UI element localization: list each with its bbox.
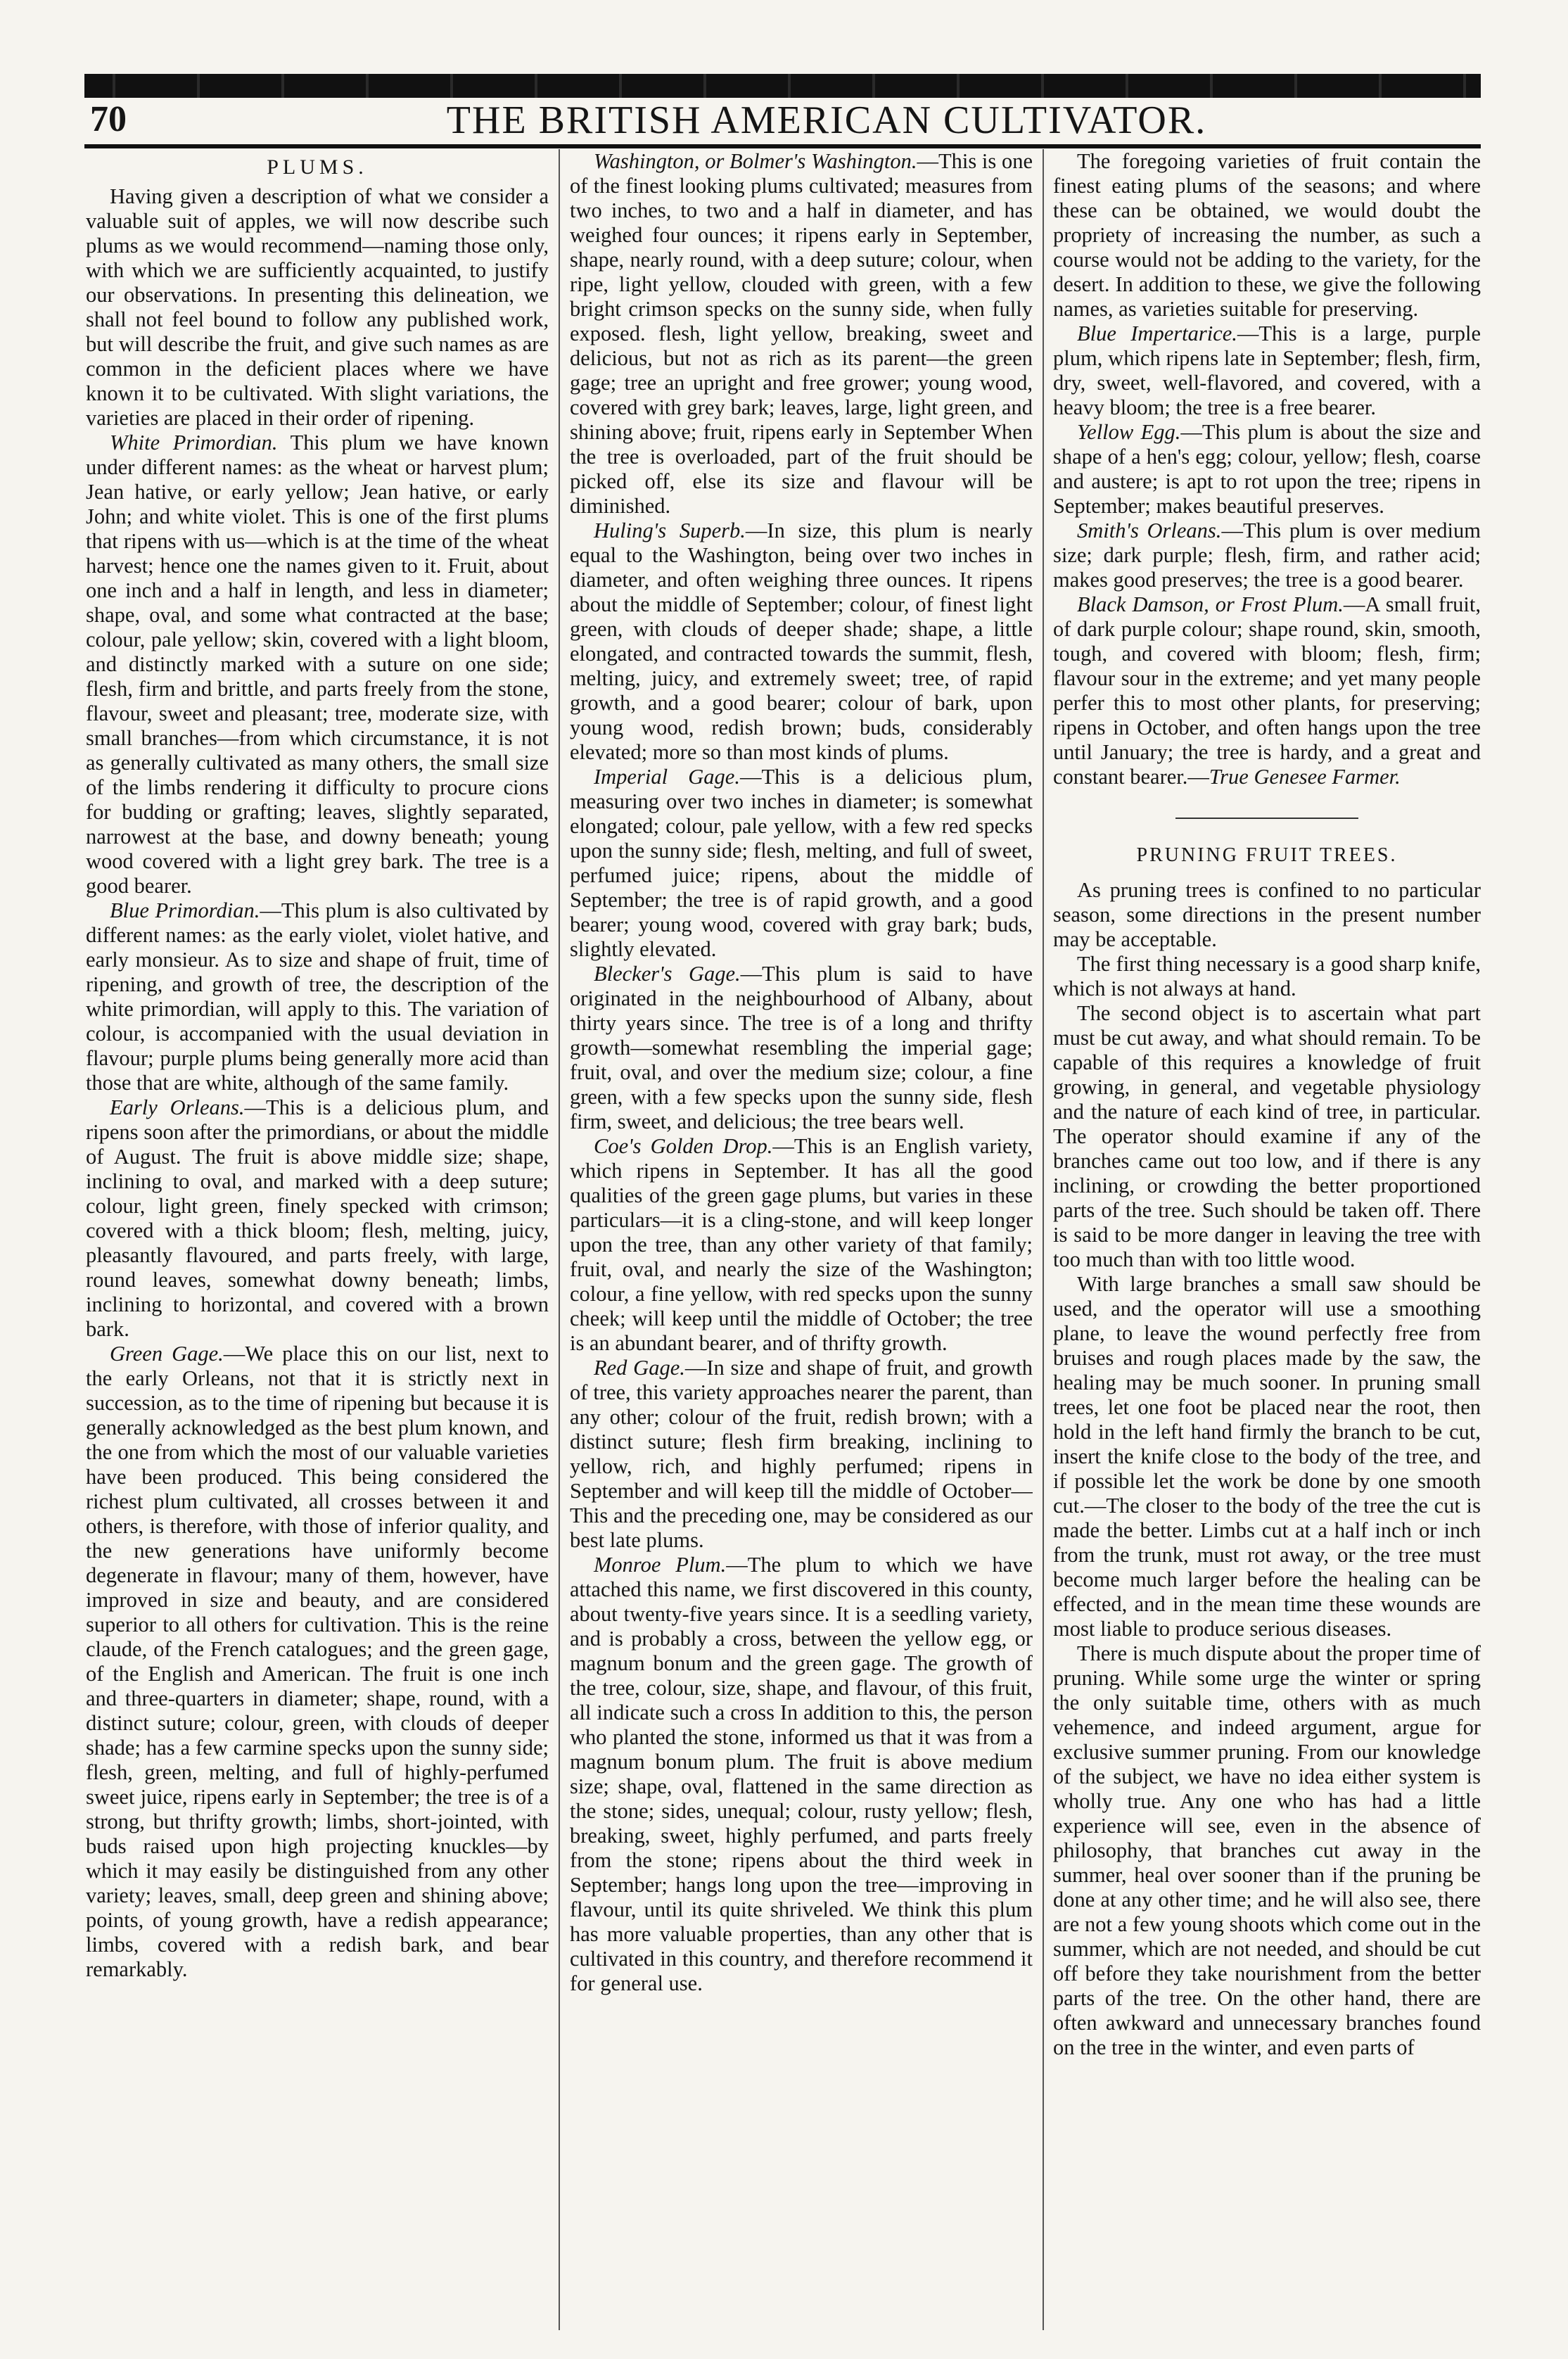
article-title-pruning: PRUNING FRUIT TREES. [1136, 844, 1398, 866]
column-2 [570, 149, 1033, 2330]
column-1 [86, 149, 549, 2330]
variety-name: Early Orleans. [110, 1095, 245, 1119]
variety-name: Imperial Gage. [594, 765, 740, 789]
paragraph-text: This plum we have known under different names: as the wheat or harvest plum; Jean hative, or early yellow; Jean hative, or early John; and white violet. This is one of the first plums that ripens with us—which is at the time of the wheat harvest; hence one the names given to it. Fruit, about one inch and a half in length, and less in diameter; shape, oval, and some what contracted at the base; colour, pale yellow; skin, covered with a light bloom, and distinctly marked with a suture on one side; flesh, firm and brittle, and parts freely from the stone, flavour, sweet and pleasant; tree, moderate size, with small branches—from which circumstance, it is not as generally cultivated as many others, the small size of the limbs rendering it difficulty to procure cions for budding or grafting; leaves, slightly separated, narrowest at the base, and downy beneath; young wood covered with a light grey bark. The tree is a good bearer. [86, 431, 549, 898]
paragraph [570, 149, 1033, 519]
paragraph-text: —This plum is about the size and shape of a hen's egg; colour, yellow; flesh, coarse and austere; is apt to rot upon the tree; ripens in September; makes beautiful preserves. [1053, 420, 1481, 518]
variety-name: Monroe Plum. [594, 1553, 727, 1577]
paragraph-text: —This plum is over medium size; dark purple; flesh, firm, and rather acid; makes good preserves; the tree is a good bearer. [1053, 519, 1481, 592]
masthead: THE BRITISH AMERICAN CULTIVATOR. [446, 98, 1207, 142]
paragraph-text: —This is an English variety, which ripens in September. It has all the good qualities of the green gage plums, but varies in these particulars—it is a cling-stone, and will keep longer upon the tree, than any other variety of that family; fruit, oval, and nearly the size of the Washington; colour, a fine yellow, with red specks upon the sunny cheek; will keep until the middle of October; the tree is an abundant bearer, and of thrifty growth. [570, 1134, 1033, 1355]
column-3 [1053, 149, 1481, 2330]
paragraph-text: —This is a large, purple plum, which ripens late in September; flesh, firm, dry, sweet, well-flavored, and covered, with a heavy bloom; the tree is a free bearer. [1053, 322, 1481, 419]
variety-name: Washington, or Bolmer's Washington. [594, 149, 917, 173]
paragraph-text: —This is one of the finest looking plums cultivated; measures from two inches, to two and a half in diameter, and has weighed four ounces; it ripens early in September, shape, nearly round, with a deep suture; colour, when ripe, light yellow, clouded with green, with a few bright crimson specks on the sunny side, when fully exposed. flesh, light yellow, breaking, sweet and delicious, but not as rich as its parent—the green gage; tree an upright and free grower; young wood, covered with grey bark; leaves, large, light green, and shining above; fruit, ripens early in September When the tree is overloaded, part of the fruit should be picked off, else its size and flavour will be diminished. [570, 149, 1033, 518]
masthead-rule [84, 144, 1481, 148]
variety-name: Blue Impertarice. [1077, 322, 1237, 345]
variety-name: Coe's Golden Drop. [594, 1134, 773, 1158]
paragraph: The foregoing varieties of fruit contain the finest eating plums of the seasons; and where these can be obtained, we would doubt the propriety of increasing the number, as such a course would not be adding to the variety, for the desert. In addition to these, we give the following names, as varieties suitable for preserving. [1053, 149, 1481, 321]
variety-name: Yellow Egg. [1077, 420, 1181, 444]
paragraph [570, 1356, 1033, 1553]
paragraph-text: —In size and shape of fruit, and growth of tree, this variety approaches nearer the parent, than any other; colour of the fruit, redish brown; with a distinct suture; flesh firm breaking, inclining to yellow, rich, and highly perfumed; ripens in September and will keep till the middle of October—This and the preceding one, may be considered as our best late plums. [570, 1356, 1033, 1552]
paragraph-text: —We place this on our list, next to the early Orleans, not that it is strictly next in succession, as to the time of ripening but because it is generally acknowledged as the best plum known, and the one from which the most of our valuable varieties have been produced. This being considered the richest plum cultivated, all crosses between it and others, is therefore, with those of inferior quality, and the new generations have uniformly become degenerate in flavour; many of them, however, have improved in size and beauty, and are considered superior to all others for cultivation. This is the reine claude, of the French catalogues; and the green gage, of the English and American. The fruit is one inch and three-quarters in diameter; shape, round, with a distinct suture; colour, green, with clouds of deeper shade; has a few carmine specks upon the sunny side; flesh, green, melting, and full of highly-perfumed sweet juice, ripens early in September; the tree is of a strong, but thrifty growth; limbs, short-jointed, with buds raised upon high projecting knuckles—by which it may easily be distinguished from any other variety; leaves, small, deep green and shining above; points, of young growth, have a redish appearance; limbs, covered with a redish bark, and bear remarkably. [86, 1342, 549, 1981]
paragraph [86, 1342, 549, 1982]
variety-name: Blecker's Gage. [594, 962, 741, 986]
paragraph [86, 1095, 549, 1342]
paragraph [1053, 322, 1481, 420]
variety-name: White Primordian. [110, 431, 278, 454]
paragraph: There is much dispute about the proper time of pruning. While some urge the winter or spring the only suitable time, others with as much vehemence, and indeed argument, argue for exclusive summer pruning. From our knowledge of the subject, we have no idea either system is wholly true. Any one who has had a little experience will see, even in the absence of philosophy, that branches cut away in the summer, heal over sooner than if the pruning be done at any other time; and he will also see, there are not a few young shoots which come out in the summer, which are not needed, and should be cut off before they take nourishment from the better parts of the tree. On the other hand, there are often awkward and unnecessary branches found on the tree in the winter, and even parts of [1053, 1641, 1481, 2059]
source-credit: True Genesee Farmer. [1209, 765, 1401, 789]
paragraph [86, 898, 549, 1095]
paragraph: As pruning trees is confined to no particular season, some directions in the present number may be acceptable. [1053, 878, 1481, 951]
paragraph [570, 1553, 1033, 1996]
paragraph-text: —The plum to which we have attached this name, we first discovered in this county, about twenty-five years since. It is a seedling variety, and is probably a cross, between the yellow egg, or magnum bonum and the green gage. The growth of the tree, colour, size, shape, and flavour, of this fruit, all indicate such a cross In addition to this, the person who planted the stone, informed us that it was from a magnum bonum plum. The fruit is above medium size; shape, oval, flattened in the same direction as the stone; sides, unequal; colour, rusty yellow; flesh, breaking, sweet, highly perfumed, and parts freely from the stone; ripens about the third week in September; hangs long upon the tree—improving in flavour, until its quite shriveled. We think this plum has more valuable properties, than any other that is cultivated in this country, and therefore recommend it for general use. [570, 1553, 1033, 1995]
paragraph [570, 962, 1033, 1134]
variety-name: Blue Primordian. [110, 898, 260, 922]
page-number: 70 [90, 99, 127, 139]
paragraph [1053, 519, 1481, 592]
paragraph [570, 1134, 1033, 1356]
paragraph: With large branches a small saw should be used, and the operator will use a smoothing plane, to leave the wound perfectly free from bruises and rough places made by the saw, the healing may be much sooner. In pruning small trees, let one foot be placed near the root, then hold in the left hand firmly the branch to be cut, insert the knife close to the body of the tree, and if possible let the work be done by one smooth cut.—The closer to the body of the tree the cut is made the better. Limbs cut at a half inch or inch from the trunk, must rot away, or the tree must become much larger before the healing can be effected, and in the mean time these wounds are most liable to produce serious diseases. [1053, 1272, 1481, 1641]
paragraph-text: —This is a delicious plum, measuring over two inches in diameter; is somewhat elongated; colour, pale yellow, with a few red specks upon the sunny side; flesh, melting, and full of sweet, perfumed juice; ripens, about the middle of September; the tree is of rapid growth, and a good bearer; young wood, covered with gray bark; buds, slightly elevated. [570, 765, 1033, 961]
paragraph: The first thing necessary is a good sharp knife, which is not always at hand. [1053, 952, 1481, 1000]
paragraph-text: —A small fruit, of dark purple colour; shape round, skin, smooth, tough, and covered with bloom; flesh, firm; flavour sour in the extreme; and yet many people perfer this to most other plants, for preserving; ripens in October, and often hangs upon the tree until January; the tree is hardy, and a great and constant bearer.— [1053, 592, 1481, 789]
variety-name: Green Gage. [110, 1342, 224, 1366]
paragraph-text: —This plum is also cultivated by different names: as the early violet, violet hative, and early monsieur. As to size and shape of fruit, time of ripening, and growth of tree, the description of the white primordian, will apply to this. The variation of colour, is accompanied with the usual deviation in flavour; purple plums being generally more acid than those that are white, although of the same family. [86, 898, 549, 1095]
paragraph [86, 431, 549, 898]
top-decorative-rule [84, 74, 1481, 98]
variety-name: Smith's Orleans. [1077, 519, 1222, 542]
paragraph [570, 765, 1033, 962]
paragraph [570, 519, 1033, 765]
variety-name: Red Gage. [594, 1356, 685, 1380]
variety-name: Huling's Superb. [594, 519, 746, 542]
paragraph: The second object is to ascertain what part must be cut away, and what should remain. To be capable of this requires a knowledge of fruit growing, in general, and vegetable physiology and the nature of each kind of tree, in particular. The operator should examine if any of the branches came out too low, and if there is any inclining, or crowding the better proportioned parts of the tree. Such should be taken off. There is said to be more danger in leaving the tree with too much than with too little wood. [1053, 1001, 1481, 1271]
paragraph-text: —This plum is said to have originated in the neighbourhood of Albany, about thirty years since. The tree is of a long and thrifty growth—somewhat resembling the imperial gage; fruit, oval, and over the medium size; colour, a fine green, with a few specks upon the sunny side, flesh firm, sweet, and delicious; the tree bears well. [570, 962, 1033, 1133]
paragraph: Having given a description of what we consider a valuable suit of apples, we will now describe such plums as we would recommend—naming those only, with which we are sufficiently acquainted, to justify our observations. In presenting this delineation, we shall not feel bound to follow any published work, but will describe the fruit, and give such names as are common in the deficient places where we have known it to be cultivated. With slight variations, the varieties are placed in their order of ripening. [86, 184, 549, 430]
paragraph [1053, 592, 1481, 789]
article-title-plums: PLUMS. [267, 155, 368, 179]
paragraph-text: —In size, this plum is nearly equal to the Washington, being over two inches in diameter, and often weighing three ounces. It ripens about the middle of September; colour, of finest light green, with clouds of deeper shade; shape, a little elongated, and contracted towards the summit, flesh, melting, juicy, and extremely sweet; tree, of rapid growth, and a good bearer; colour of bark, upon young wood, redish brown; buds, considerably elevated; more so than most kinds of plums. [570, 519, 1033, 764]
column-divider [559, 149, 560, 2330]
paragraph [1053, 420, 1481, 519]
column-divider [1043, 149, 1044, 2330]
paragraph-text: —This is a delicious plum, and ripens soon after the primordians, or about the middle of August. The fruit is above middle size; shape, inclining to oval, and marked with a deep suture; colour, light green, finely specked with crimson; covered with a thick bloom; flesh, melting, juicy, pleasantly flavoured, and parts freely, with large, round leaves, somewhat downy beneath; limbs, inclining to horizontal, and covered with a brown bark. [86, 1095, 549, 1341]
variety-name: Black Damson, or Frost Plum. [1077, 592, 1344, 616]
